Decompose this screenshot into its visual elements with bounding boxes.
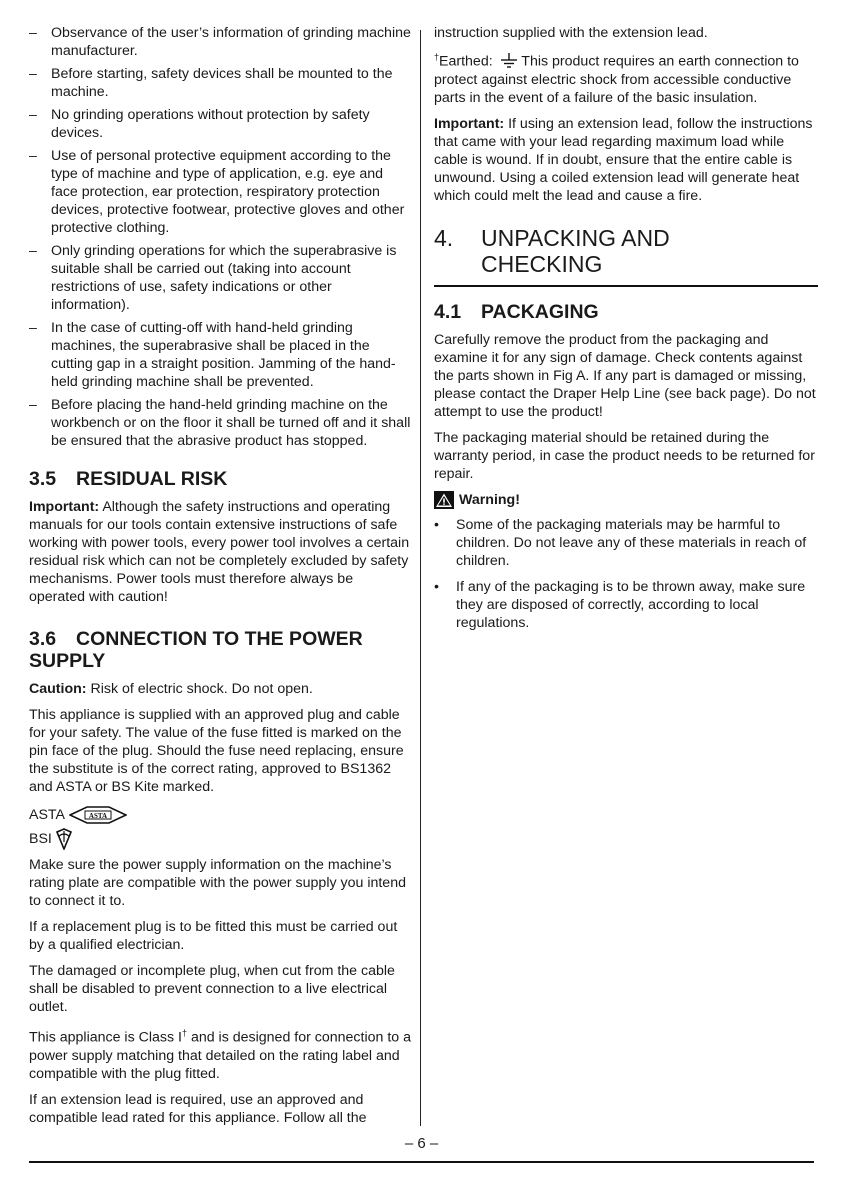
earthed-text: This product requires an earth connection to protect against electric shock from accessible conductive parts in the event of a failure of the basic insulation. xyxy=(434,53,799,106)
asta-line xyxy=(29,804,411,826)
page-number: – 6 – xyxy=(404,1135,439,1152)
bsi-kitemark-icon xyxy=(54,828,74,850)
list-item: – Observance of the user’s information of grinding machine manufacturer. xyxy=(29,24,411,60)
damaged-plug-paragraph: The damaged or incomplete plug, when cut from the cable shall be disabled to prevent connection to a live electrical outlet. xyxy=(29,963,395,1015)
section-title: RESIDUAL RISK xyxy=(76,468,228,490)
list-item: – Before placing the hand-held grinding machine on the workbench or on the floor it shall be turned off and it shall be ensured that the abrasive product has stopped. xyxy=(29,396,411,450)
safety-bullet-list xyxy=(29,24,411,450)
section-heading-4-1 xyxy=(434,301,818,323)
earthed-paragraph xyxy=(434,48,818,107)
warning-label: Warning! xyxy=(459,491,520,508)
chapter-number: 4. xyxy=(434,224,454,251)
power-supply-paragraph: Make sure the power supply information on the machine’s rating plate are compatible with the power supply you intend to connect it to. xyxy=(29,857,406,909)
section-heading-3-6 xyxy=(29,628,411,672)
dagger-mark: † xyxy=(181,1028,187,1038)
packaging-retain-paragraph: The packaging material should be retained during the warranty period, in case the product needs to be returned for repair. xyxy=(434,429,815,482)
section-title-line1: CONNECTION TO THE POWER xyxy=(76,628,363,650)
class-text-b: and is designed for connection to a power supply matching that detailed on the rating label and compatible with the plug fitted. xyxy=(29,1029,412,1082)
asta-label: ASTA xyxy=(29,807,66,823)
list-item: – No grinding operations without protection by safety devices. xyxy=(29,106,411,142)
warning-bullet-list xyxy=(434,516,818,632)
extension-important-paragraph xyxy=(434,115,818,205)
warning-icon xyxy=(434,491,454,509)
list-item: – Use of personal protective equipment according to the type of machine and type of application, e.g. eye and face protection, ear protection, respiratory protection devices, protective footwear, protective gloves and other protective clothing. xyxy=(29,147,411,237)
list-item: – Only grinding operations for which the superabrasive is suitable shall be carried out (taking into account restrictions of use, safety indications or other information). xyxy=(29,242,411,314)
chapter-title-line2: CHECKING xyxy=(481,250,603,277)
extension-paragraph: If an extension lead is required, use an approved and compatible lead rated for this appliance. Follow all the xyxy=(29,1091,367,1126)
residual-risk-paragraph xyxy=(29,498,411,606)
important-label: Important: xyxy=(434,115,505,132)
list-item: – Before starting, safety devices shall be mounted to the machine. xyxy=(29,65,411,101)
section-number: 3.6 xyxy=(29,628,57,650)
important-label: Important: xyxy=(29,499,100,515)
caution-paragraph xyxy=(29,680,411,698)
important-text: Although the safety instructions and operating manuals for our tools contain extensive instructions of safe working with power tools, every power tool involves a certain residual risk which can not be completely excluded by safety mechanisms. Power tools must therefore always be operated with caution! xyxy=(29,499,410,605)
footer-rule xyxy=(29,1161,814,1163)
section-heading-3-5 xyxy=(29,468,411,490)
section-title: PACKAGING xyxy=(481,300,599,323)
earthed-label: Earthed: xyxy=(439,53,493,70)
right-column xyxy=(434,24,818,640)
left-column xyxy=(29,24,411,1135)
warning-heading xyxy=(434,491,818,509)
class-paragraph xyxy=(29,1024,411,1083)
column-divider xyxy=(420,30,421,1126)
section-title-line2: SUPPLY xyxy=(29,650,106,672)
chapter-heading-4 xyxy=(434,225,818,277)
caution-label: Caution: xyxy=(29,681,87,697)
bsi-label: BSI xyxy=(29,831,52,847)
list-item: – In the case of cutting-off with hand-held grinding machines, the superabrasive shall be placed in the cutting gap in a straight position. Jamming of the hand-held grinding machine shall be prevented. xyxy=(29,319,411,391)
class-text-a: This appliance is Class I xyxy=(29,1029,182,1046)
asta-logo-icon xyxy=(69,806,127,824)
dagger-mark: † xyxy=(434,52,440,62)
section-number: 4.1 xyxy=(434,300,462,323)
packaging-paragraph: Carefully remove the product from the packaging and examine it for any sign of damage. Check contents against the parts shown in Fig A. If any part is damaged or missing, please contact the Draper Help Line (see back page). Do not attempt to use the product! xyxy=(434,331,816,420)
list-item: • If any of the packaging is to be thrown away, make sure they are disposed of correctly, according to local regulations. xyxy=(434,578,818,632)
plug-paragraph: This appliance is supplied with an approved plug and cable for your safety. The value of the fuse fitted is marked on the pin face of the plug. Should the fuse need replacing, ensure the substitute is of the correct rating, approved to BS1362 and ASTA or BS Kite marked. xyxy=(29,707,404,795)
chapter-title-line1: UNPACKING AND xyxy=(481,224,670,251)
caution-text: Risk of electric shock. Do not open. xyxy=(86,681,313,697)
important-text: If using an extension lead, follow the instructions that came with your lead regarding maximum load while cable is wound. If in doubt, ensure that the entire cable is unwound. Using a coiled extension lead will generate heat which could melt the lead and cause a fire. xyxy=(434,115,813,204)
list-item: • Some of the packaging materials may be harmful to children. Do not leave any of these materials in reach of children. xyxy=(434,516,818,570)
svg-text:ASTA: ASTA xyxy=(88,812,108,820)
bsi-line xyxy=(29,828,411,850)
replacement-plug-paragraph: If a replacement plug is to be fitted this must be carried out by a qualified electrician. xyxy=(29,919,398,953)
earth-symbol-icon xyxy=(500,53,518,69)
continued-text: instruction supplied with the extension lead. xyxy=(434,25,708,41)
chapter-rule xyxy=(434,285,818,287)
section-number: 3.5 xyxy=(29,468,57,490)
